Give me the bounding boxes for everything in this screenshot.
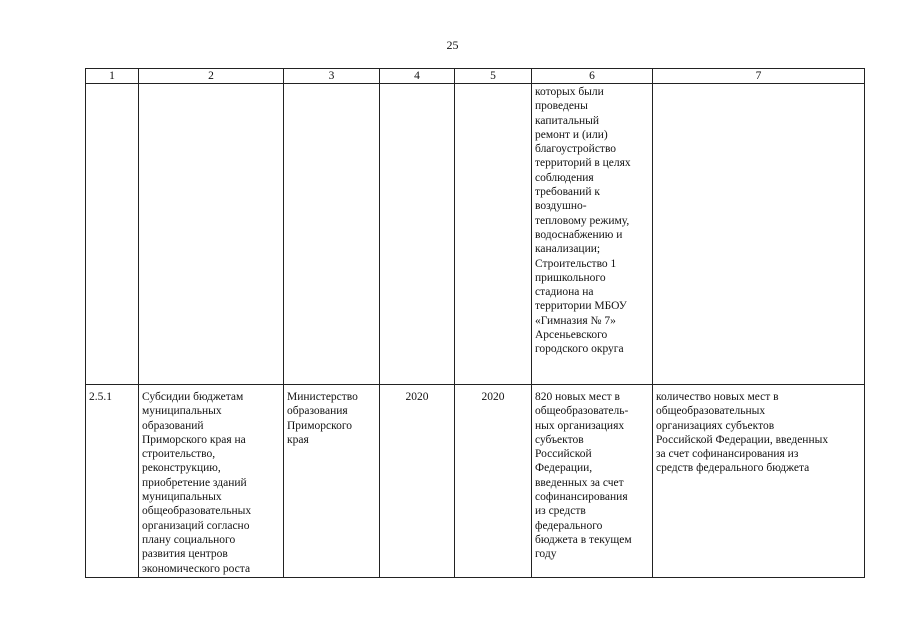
table-cell-end-year: 2020 (455, 385, 532, 578)
header-row (86, 69, 865, 84)
table-cell-number: 2.5.1 (86, 385, 139, 578)
page-number: 25 (446, 38, 459, 52)
table-cell (139, 84, 284, 385)
column-header-1: 1 (86, 69, 139, 84)
table-cell (653, 84, 865, 385)
table-cell (284, 84, 380, 385)
column-header-2: 2 (139, 69, 284, 84)
table-row (86, 385, 865, 578)
table-cell-start-year: 2020 (380, 385, 455, 578)
table-cell-indicator: количество новых мест в общеобразовательных организациях субъектов Российской Федерации, введенных за счет софинансирования из средств федерального бюджета (653, 385, 865, 578)
table-cell-result: 820 новых мест в общеобразователь- ных организациях субъектов Российской Федерации, введенных за счет софинансирования из средств федерального бюджета в текущем году (532, 385, 653, 578)
table-cell (380, 84, 455, 385)
column-header-6: 6 (532, 69, 653, 84)
column-header-5: 5 (455, 69, 532, 84)
table-row (86, 84, 865, 385)
column-header-7: 7 (653, 69, 865, 84)
column-header-4: 4 (380, 69, 455, 84)
table-cell-executor: Министерство образования Приморского края (284, 385, 380, 578)
column-header-3: 3 (284, 69, 380, 84)
table-cell-measure: Субсидии бюджетам муниципальных образований Приморского края на строительство, реконструкцию, приобретение зданий муниципальных общеобразовательных организаций согласно плану социального развития центров экономического роста (139, 385, 284, 578)
table-cell (86, 84, 139, 385)
table-cell (455, 84, 532, 385)
data-table (85, 68, 865, 578)
table-cell-result: которых были проведены капитальный ремонт и (или) благоустройство территорий в целях соблюдения требований к воздушно- тепловому режиму, водоснабжению и канализации; Строительство 1 пришкольного стадиона на территории МБОУ «Гимназия № 7» Арсеньевского городского округа (532, 84, 653, 385)
